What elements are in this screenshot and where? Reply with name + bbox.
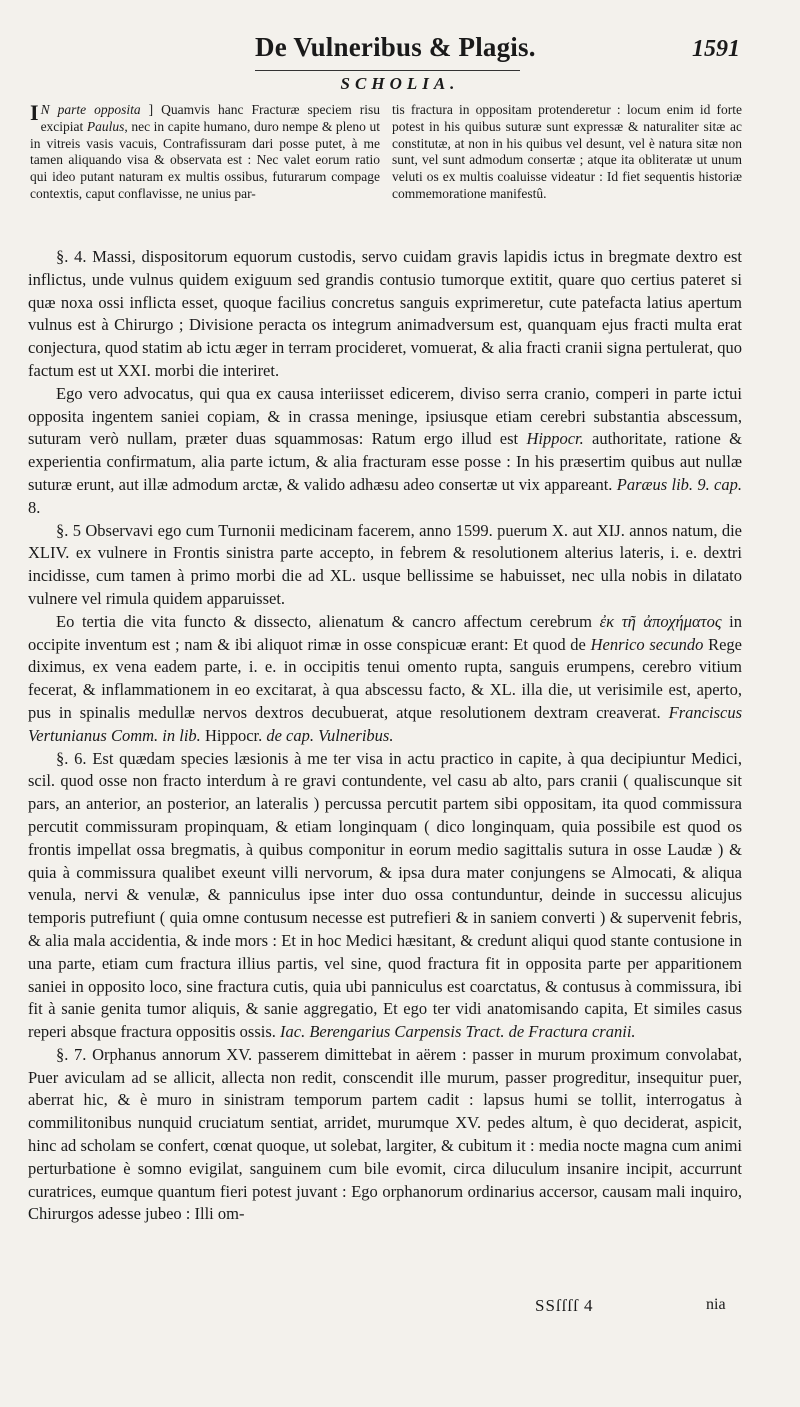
section-6-paragraph [28, 748, 742, 1044]
scholia-column-left [30, 102, 380, 234]
signature-mark: SSſſſſ 4 [535, 1296, 594, 1315]
text-run: §. 6. Est quædam species læsionis à me ter visa in actu practico in capite, à qua decipiuntur Medici, scil. quod osse non fracto interdum à re gravi contundente, vel casu ab alto, pars cranii ( qualiscunque sit pars, an anterior, an posterior, an lateralis ) percussa percutit partem sibi oppositam, ita quod commissura percutit commissuram propinquam, & etiam longinquam ( dico longinquam, quia possibile est quod os frontis impellat ossa bregmatis, à quibus componitur in eorum medio sagittalis sutura in osse Laudæ ) & quia à commissura qualibet exeunt villi nervorum, & ipsa dura mater conjungens se Almocati, & aliqua venula, nervi & venulæ, & panniculus ipse inter duo ossa contunduntur, deinde in successu alicujus temporis putrefiunt ( quia omne contusum necesse est putrefieri & in saniem converti ) & supervenit febris, & alia mala accidentia, & inde mors : Et in hoc Medici hæsitant, & credunt aliqui quod stante contusione in una parte, etiam cum fractura illius partis, vel sine, quod fractura fit in opposita parte per apparitionem saniei in opposito loco, sine fractura cutis, quia ubi panniculus est coarctatus, & contusus à commissura, ibi fit à sanie genita tumor aliquis, & sanie aggregatio, Et ego ter vidi anatomisando capita, Et similes casus reperi absque fractura oppositis ossis. [28, 748, 742, 1042]
text-run: in occipite inventum est ; nam & ibi aliquot rimæ in osse conspicuæ erant: Et quod de [28, 611, 742, 654]
page-number: 1591 [692, 36, 740, 62]
citation: Paræus lib. 9. cap. [616, 474, 743, 494]
main-text [28, 246, 742, 1226]
running-head [0, 32, 800, 72]
page-footer [0, 1296, 800, 1336]
section-4-paragraph [28, 383, 742, 520]
scholia-columns [30, 102, 742, 234]
section-7-paragraph: §. 7. Orphanus annorum XV. passerem dimittebat in aërem : passer in murum proximum convolabat, Puer aviculam ad se allicit, allecta non redit, conscendit ille murum, passer progreditur, insequitur puer, aberrat hic, & è muro in sinistram temporum partem cadit : lapsus humi se tollit, interrogatus à commilitonibus nunquid cruciatum sentiat, arridet, murumque XV. pedes altum, è quo deciderat, aspicit, hinc ad scholam se confert, cœnat quoque, ut solebat, largiter, & cubitum it : media nocte magna cum animi perturbatione è somno evigilat, sanguinem cum bile evomit, circa diluculum insanire incipit, accurrunt curatrices, eumque quantum fieri potest juvant : Ego orphanorum ordinarius accersor, causam mali inquiro, Chirurgos adesse jubeo : Illi om- [28, 1044, 742, 1224]
greek-phrase: ἐκ τῆ ἀποχήματος [599, 611, 722, 631]
text-run: authoritate, ratione & experientia confirmatum, alia parte ictum, & alia fracturam esse posse : In his præsertim quibus aut nullæ suturæ erunt, aut illæ admodum arctæ, & valido adhæsu adeo consertæ ut vix appareant. [28, 429, 742, 494]
citation: de cap. Vulneribus. [266, 725, 394, 745]
author-name: Paulus [86, 118, 125, 134]
scholia-column-right [392, 102, 742, 234]
citation: Hippocr. [526, 429, 584, 449]
section-5-paragraph: §. 5 Observavi ego cum Turnonii medicinam facerem, anno 1599. puerum X. aut XIJ. annos natum, die XLIV. ex vulnere in Frontis sinistra parte accepto, in febrem & resolutionem alterius lateris, i. e. dextri incidisse, cum tamen à primo morbi die ad XL. usque bellissime se habuisset, nec ulla nobis in dilatato vulnere vel rimula quidem apparuisset. [28, 520, 742, 608]
citation: Henrico secundo [590, 634, 704, 654]
scholia-heading: SCHOLIA. [340, 74, 460, 93]
section-4-paragraph: §. 4. Massi, dispositorum equorum custodis, servo cuidam gravis lapidis ictus in bregmate dextro est inflictus, unde vulnus quidem exiguum sed grandis contusio tumorque extitit, quare quo certius pateret si quæ noxa ossi inflicta esset, quoque facilius concretus sanguis exprimeretur, cute patefacta latius apertum vulnus est à Chirurgo ; Divisione peracta os integrum animadversum est, quanquam ejus fracti multa erat conjectura, quod statim ab ictu æger in terram procideret, vomuerat, & alia fracti cranii signa pertulerat, quo factum est ut XXI. morbi die interiret. [28, 247, 742, 380]
scholia-lemma: N parte opposita [40, 102, 141, 117]
drop-initial: I [30, 100, 39, 125]
catchword: nia [706, 1296, 726, 1313]
text-run: 8. [28, 497, 41, 517]
section-5-paragraph [28, 611, 742, 748]
scholia-paragraph-right: tis fractura in oppositam protenderetur : locum enim id forte potest in his quibus suturæ sunt expressæ & naturaliter sitæ ac constitutæ, at non in his quibus vel desunt, vel è natura sitæ non sunt, vel sunt admodum consertæ ; atque ita obliteratæ ut unum veluti os ex multis coaluisse videatur : Id fiet sequentis historiæ commemoratione manifestû. [392, 102, 742, 201]
citation: Iac. Berengarius Carpensis Tract. de Fractura cranii. [280, 1022, 636, 1042]
running-title: De Vulneribus & Plagis. [255, 32, 536, 62]
citation: Franciscus Vertunianus Comm. in lib. [28, 702, 742, 745]
header-rule [255, 70, 520, 71]
scholia-paragraph-left [30, 102, 380, 203]
scholia-text: ] Quamvis hanc Fracturæ speciem risu excipiat [40, 102, 380, 134]
text-run: Hippocr. [200, 725, 267, 745]
scholia-text: , nec in capite humano, duro nempe & pleno ut in vitreis vasis vacuis, Contrafissuram dari posse putet, à me tamen aliquando visa & observata est : Nec valet eorum ratio qui ideo putant naturam ex multis ossibus, futurarum compage contextis, caput conflavisse, ne unius par- [30, 118, 380, 201]
text-run: Ego vero advocatus, qui qua ex causa interiisset edicerem, diviso serra cranio, comperi in parte ictui opposita ingentem saniei copiam, & in crassa meninge, ipsiusque etiam cerebri substantia abscessum, suturam verò nullam, præter duas squammosas: Ratum ergo illud est [28, 383, 742, 449]
text-run: Rege diximus, ex vena eadem parte, i. e. in occipitis tenui omento rupta, sanguis erumpens, cerebro vitium fecerat, & inflammationem in eo excitarat, à qua abscessu facto, & XL. illa die, ut verisimile est, aperto, pus in spinalis medullæ nervos dextros decubuerat, atque resolutionem dextram creaverat. [28, 634, 742, 722]
text-run: Eo tertia die vita functo & dissecto, alienatum & cancro affectum cerebrum [56, 611, 600, 631]
